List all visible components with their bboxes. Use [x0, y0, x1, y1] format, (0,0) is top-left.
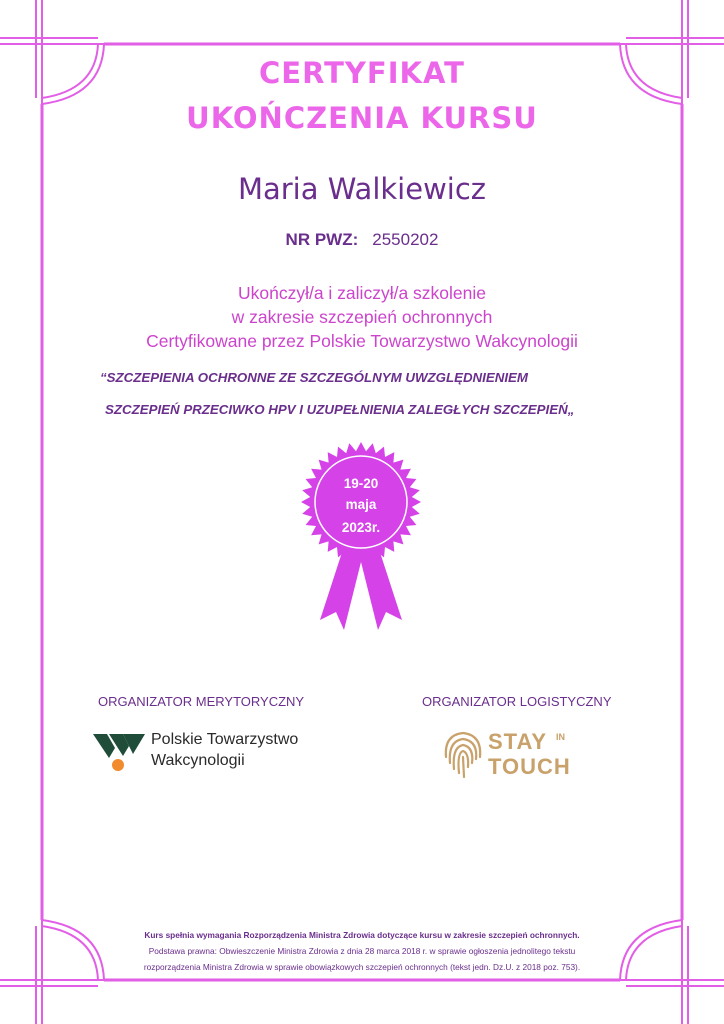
pwz-number [0, 230, 724, 250]
date-rosette-badge [300, 440, 422, 640]
badge-month: maja [345, 497, 377, 512]
pwz-value: 2550202 [372, 230, 439, 249]
ptw-logo [93, 728, 333, 772]
description-line: w zakresie szczepień ochronnych [231, 307, 493, 327]
in-word: IN [556, 732, 565, 742]
description-line: Ukończył/a i zaliczył/a szkolenie [237, 283, 486, 303]
certificate-title-line1: CERTYFIKAT [259, 56, 465, 90]
pwz-label: NR PWZ: [285, 230, 359, 249]
fingerprint-icon [440, 727, 486, 781]
touch-word: TOUCH [488, 754, 571, 779]
badge-dates: 19-20 [343, 476, 379, 491]
logistic-organizer-label: ORGANIZATOR LOGISTYCZNY [422, 694, 612, 709]
badge-year: 2023r. [341, 520, 381, 535]
stay-word: STAY [488, 729, 548, 754]
description-line: Certyfikowane przez Polskie Towarzystwo Wakcynologii [146, 331, 578, 351]
stay-in-touch-logo [440, 725, 600, 785]
course-title-line: SZCZEPIEŃ PRZECIWKO HPV I UZUPEŁNIENIA ZALEGŁYCH SZCZEPIEŃ„ [105, 402, 575, 417]
certificate-title-line2: UKOŃCZENIA KURSU [186, 101, 538, 135]
ptw-logo-line2: Wakcynologii [151, 752, 245, 769]
recipient-name: Maria Walkiewicz [237, 172, 487, 206]
ptw-mark-icon [93, 732, 147, 772]
footer-line: Kurs spełnia wymagania Rozporządzenia Ministra Zdrowia dotyczące kursu w zakresie szczepień ochronnych. [144, 930, 580, 940]
footer-line: rozporządzenia Ministra Zdrowia w sprawie obowiązkowych szczepień ochronnych (tekst jedn. Dz.U. z 2018 poz. 753). [143, 962, 581, 972]
ptw-logo-line1: Polskie Towarzystwo [151, 731, 299, 748]
merit-organizer-label: ORGANIZATOR MERYTORYCZNY [98, 694, 305, 709]
rosette-icon [300, 440, 422, 640]
footer-line: Podstawa prawna: Obwieszczenie Ministra Zdrowia z dnia 28 marca 2018 r. w sprawie ogłoszenia jednolitego tekstu [148, 946, 576, 956]
course-title-line: “SZCZEPIENIA OCHRONNE ZE SZCZEGÓLNYM UWZGLĘDNIENIEM [100, 370, 528, 385]
